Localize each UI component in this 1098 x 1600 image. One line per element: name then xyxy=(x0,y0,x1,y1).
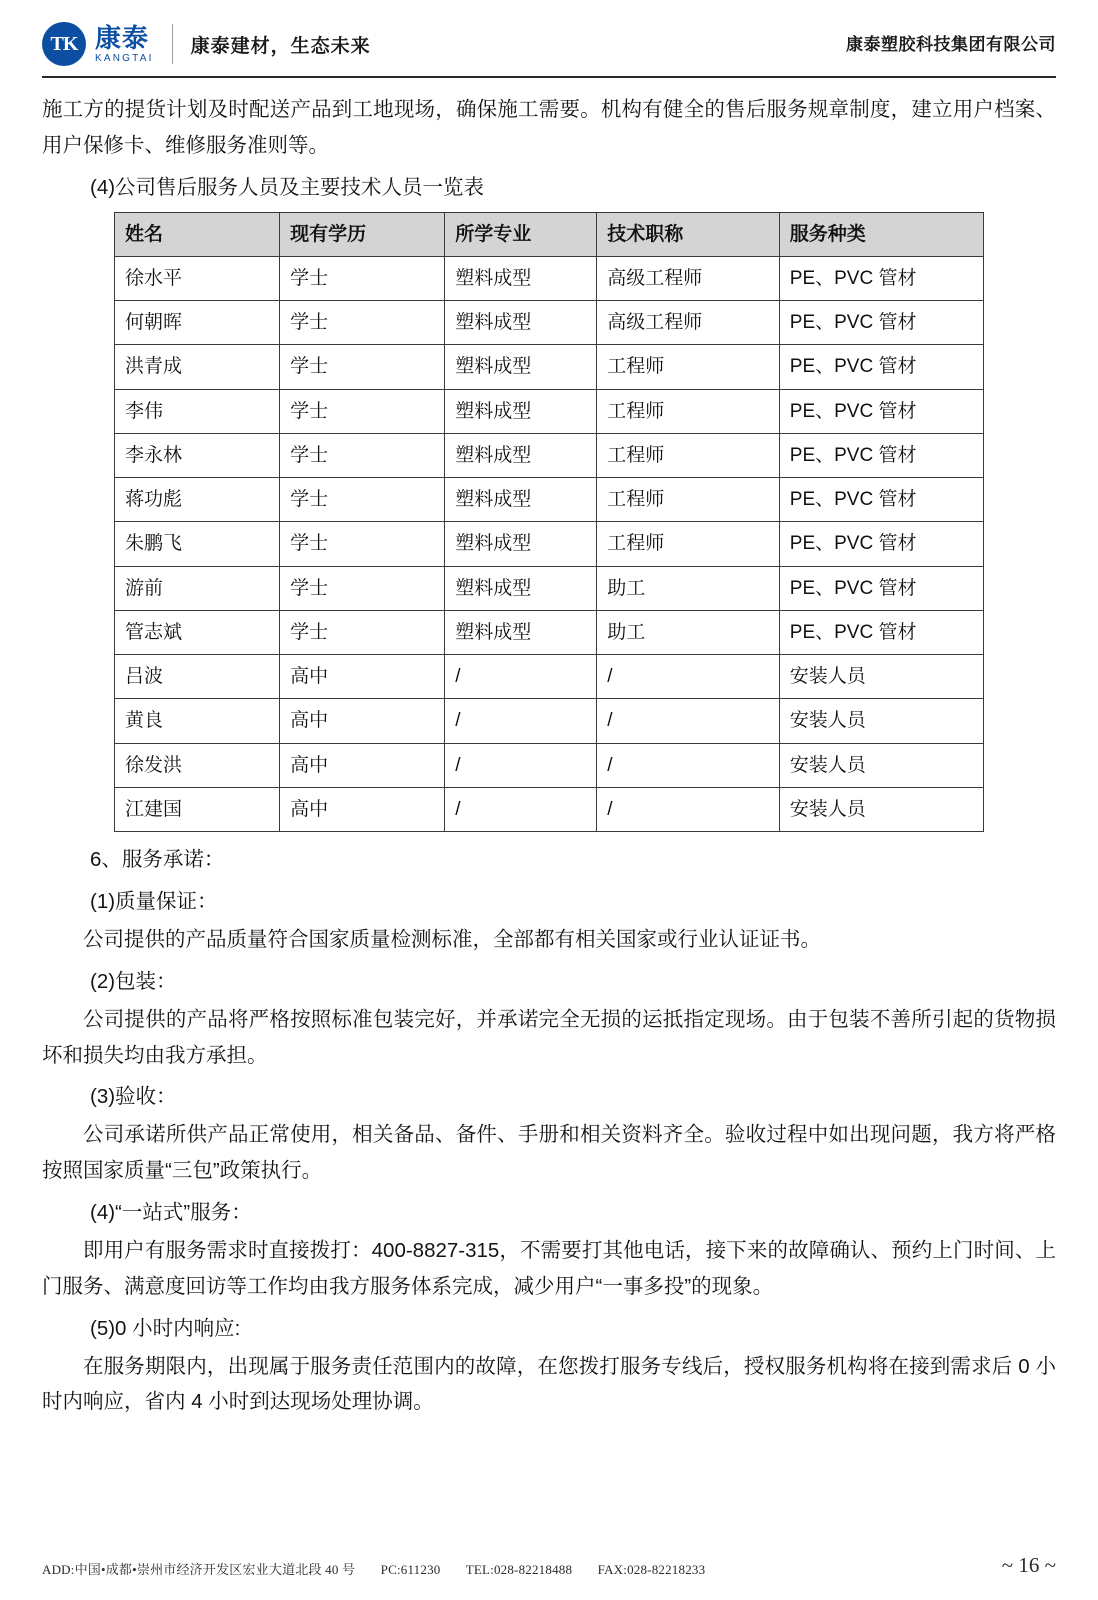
table-cell: 塑料成型 xyxy=(445,522,597,566)
item-4-title: (4)“一站式”服务： xyxy=(90,1201,252,1224)
item-4-body: 即用户有服务需求时直接拨打：400-8827-315，不需要打其他电话，接下来的故障确认、预约上门时间、上门服务、满意度回访等工作均由我方服务体系完成，减少用户“一事多投”的现象。 xyxy=(42,1238,1056,1298)
table-row xyxy=(115,787,984,831)
page-header xyxy=(42,0,1056,78)
table-cell: 学士 xyxy=(280,345,445,389)
table-row xyxy=(115,256,984,300)
table-row xyxy=(115,478,984,522)
table-row xyxy=(115,566,984,610)
table-cell: 学士 xyxy=(280,610,445,654)
table-row xyxy=(115,743,984,787)
footer-tel: TEL:028-82218488 xyxy=(465,1562,573,1577)
table-cell: 管志斌 xyxy=(115,610,280,654)
table-cell: PE、PVC 管材 xyxy=(779,256,983,300)
table-row xyxy=(115,345,984,389)
table-cell: 游前 xyxy=(115,566,280,610)
table-cell: 塑料成型 xyxy=(445,389,597,433)
table-cell: PE、PVC 管材 xyxy=(779,301,983,345)
table-cell: 工程师 xyxy=(597,522,779,566)
table-cell: 工程师 xyxy=(597,389,779,433)
table-cell: 塑料成型 xyxy=(445,610,597,654)
header-divider xyxy=(172,24,173,64)
table-cell: 学士 xyxy=(280,522,445,566)
table-cell: 何朝晖 xyxy=(115,301,280,345)
table-cell: 高级工程师 xyxy=(597,301,779,345)
table-cell: 助工 xyxy=(597,566,779,610)
section-6-title: 6、服务承诺： xyxy=(90,848,225,872)
item-3-title: (3)验收： xyxy=(90,1085,177,1109)
brand-name-en: KANGTAI xyxy=(95,52,154,64)
table-cell: PE、PVC 管材 xyxy=(779,345,983,389)
table-cell: 学士 xyxy=(280,478,445,522)
table-cell: / xyxy=(597,655,779,699)
brand-logo xyxy=(42,22,154,66)
table-caption: (4)公司售后服务人员及主要技术人员一览表 xyxy=(90,175,485,199)
table-cell: 安装人员 xyxy=(779,655,983,699)
table-row xyxy=(115,301,984,345)
table-cell: 李伟 xyxy=(115,389,280,433)
item-1-title: (1)质量保证： xyxy=(90,890,218,913)
table-cell: 学士 xyxy=(280,389,445,433)
staff-table-wrapper xyxy=(42,212,1056,833)
table-cell: 塑料成型 xyxy=(445,345,597,389)
table-cell: PE、PVC 管材 xyxy=(779,566,983,610)
table-header-cell: 现有学历 xyxy=(280,212,445,256)
table-row xyxy=(115,610,984,654)
table-cell: PE、PVC 管材 xyxy=(779,610,983,654)
table-cell: / xyxy=(445,743,597,787)
table-cell: 塑料成型 xyxy=(445,433,597,477)
table-cell: PE、PVC 管材 xyxy=(779,522,983,566)
table-cell: 徐发洪 xyxy=(115,743,280,787)
table-row xyxy=(115,699,984,743)
table-cell: 工程师 xyxy=(597,345,779,389)
table-cell: 助工 xyxy=(597,610,779,654)
page-number: ~ 16 ~ xyxy=(1001,1553,1056,1577)
table-cell: 安装人员 xyxy=(779,787,983,831)
document-content xyxy=(42,78,1056,1420)
table-cell: 安装人员 xyxy=(779,743,983,787)
table-row xyxy=(115,522,984,566)
table-cell: 学士 xyxy=(280,256,445,300)
table-cell: / xyxy=(445,699,597,743)
table-header-cell: 姓名 xyxy=(115,212,280,256)
table-cell: 安装人员 xyxy=(779,699,983,743)
table-cell: 学士 xyxy=(280,566,445,610)
company-name: 康泰塑胶科技集团有限公司 xyxy=(846,35,1056,54)
table-header-cell: 服务种类 xyxy=(779,212,983,256)
item-1-body: 公司提供的产品质量符合国家质量检测标准，全部都有相关国家或行业认证证书。 xyxy=(83,927,821,951)
footer-postcode: PC:611230 xyxy=(380,1562,441,1577)
table-cell: / xyxy=(597,787,779,831)
brand-logo-text xyxy=(95,22,154,64)
table-cell: 高中 xyxy=(280,699,445,743)
table-cell: 工程师 xyxy=(597,433,779,477)
table-row xyxy=(115,389,984,433)
table-cell: 徐水平 xyxy=(115,256,280,300)
item-5-title: (5)0 小时内响应: xyxy=(90,1316,241,1340)
table-cell: 塑料成型 xyxy=(445,256,597,300)
table-header-row xyxy=(115,212,984,256)
table-header-cell: 所学专业 xyxy=(445,212,597,256)
item-3-body: 公司承诺所供产品正常使用，相关备品、备件、手册和相关资料齐全。验收过程中如出现问题，我方将严格按照国家质量“三包”政策执行。 xyxy=(42,1123,1056,1183)
staff-table-body xyxy=(115,256,984,831)
table-cell: 李永林 xyxy=(115,433,280,477)
item-2-title: (2)包装： xyxy=(90,969,177,993)
brand-slogan: 康泰建材，生态未来 xyxy=(190,35,371,57)
table-cell: 塑料成型 xyxy=(445,478,597,522)
table-cell: 高中 xyxy=(280,655,445,699)
table-cell: / xyxy=(445,787,597,831)
item-5-body: 在服务期限内，出现属于服务责任范围内的故障，在您拨打服务专线后，授权服务机构将在接到需求后 0 小时内响应，省内 4 小时到达现场处理协调。 xyxy=(42,1354,1056,1414)
table-cell: 黄良 xyxy=(115,699,280,743)
table-cell: / xyxy=(445,655,597,699)
footer-contact-info xyxy=(42,1559,727,1578)
footer-address: ADD:中国•成都•崇州市经济开发区宏业大道北段 40 号 xyxy=(42,1562,356,1577)
table-cell: 吕波 xyxy=(115,655,280,699)
table-cell: / xyxy=(597,743,779,787)
table-cell: 塑料成型 xyxy=(445,566,597,610)
kangtai-logo-icon: TK xyxy=(42,22,86,66)
table-cell: 学士 xyxy=(280,301,445,345)
table-row xyxy=(115,433,984,477)
footer-fax: FAX:028-82218233 xyxy=(597,1562,706,1577)
table-cell: 高中 xyxy=(280,743,445,787)
table-cell: 蒋功彪 xyxy=(115,478,280,522)
table-cell: 江建国 xyxy=(115,787,280,831)
table-cell: / xyxy=(597,699,779,743)
table-cell: 塑料成型 xyxy=(445,301,597,345)
staff-table xyxy=(114,212,984,833)
table-cell: PE、PVC 管材 xyxy=(779,433,983,477)
table-header-cell: 技术职称 xyxy=(597,212,779,256)
item-2-body: 公司提供的产品将严格按照标准包装完好，并承诺完全无损的运抵指定现场。由于包装不善所引起的货物损坏和损失均由我方承担。 xyxy=(42,1007,1056,1067)
table-cell: 工程师 xyxy=(597,478,779,522)
table-cell: PE、PVC 管材 xyxy=(779,389,983,433)
table-cell: 高中 xyxy=(280,787,445,831)
table-row xyxy=(115,655,984,699)
table-cell: PE、PVC 管材 xyxy=(779,478,983,522)
table-cell: 高级工程师 xyxy=(597,256,779,300)
intro-paragraph: 施工方的提货计划及时配送产品到工地现场，确保施工需要。机构有健全的售后服务规章制度，建立用户档案、用户保修卡、维修服务准则等。 xyxy=(42,98,1056,157)
table-cell: 洪青成 xyxy=(115,345,280,389)
table-cell: 学士 xyxy=(280,433,445,477)
brand-name-cn: 康泰 xyxy=(95,22,150,53)
table-cell: 朱鹏飞 xyxy=(115,522,280,566)
page-footer xyxy=(42,1553,1056,1578)
